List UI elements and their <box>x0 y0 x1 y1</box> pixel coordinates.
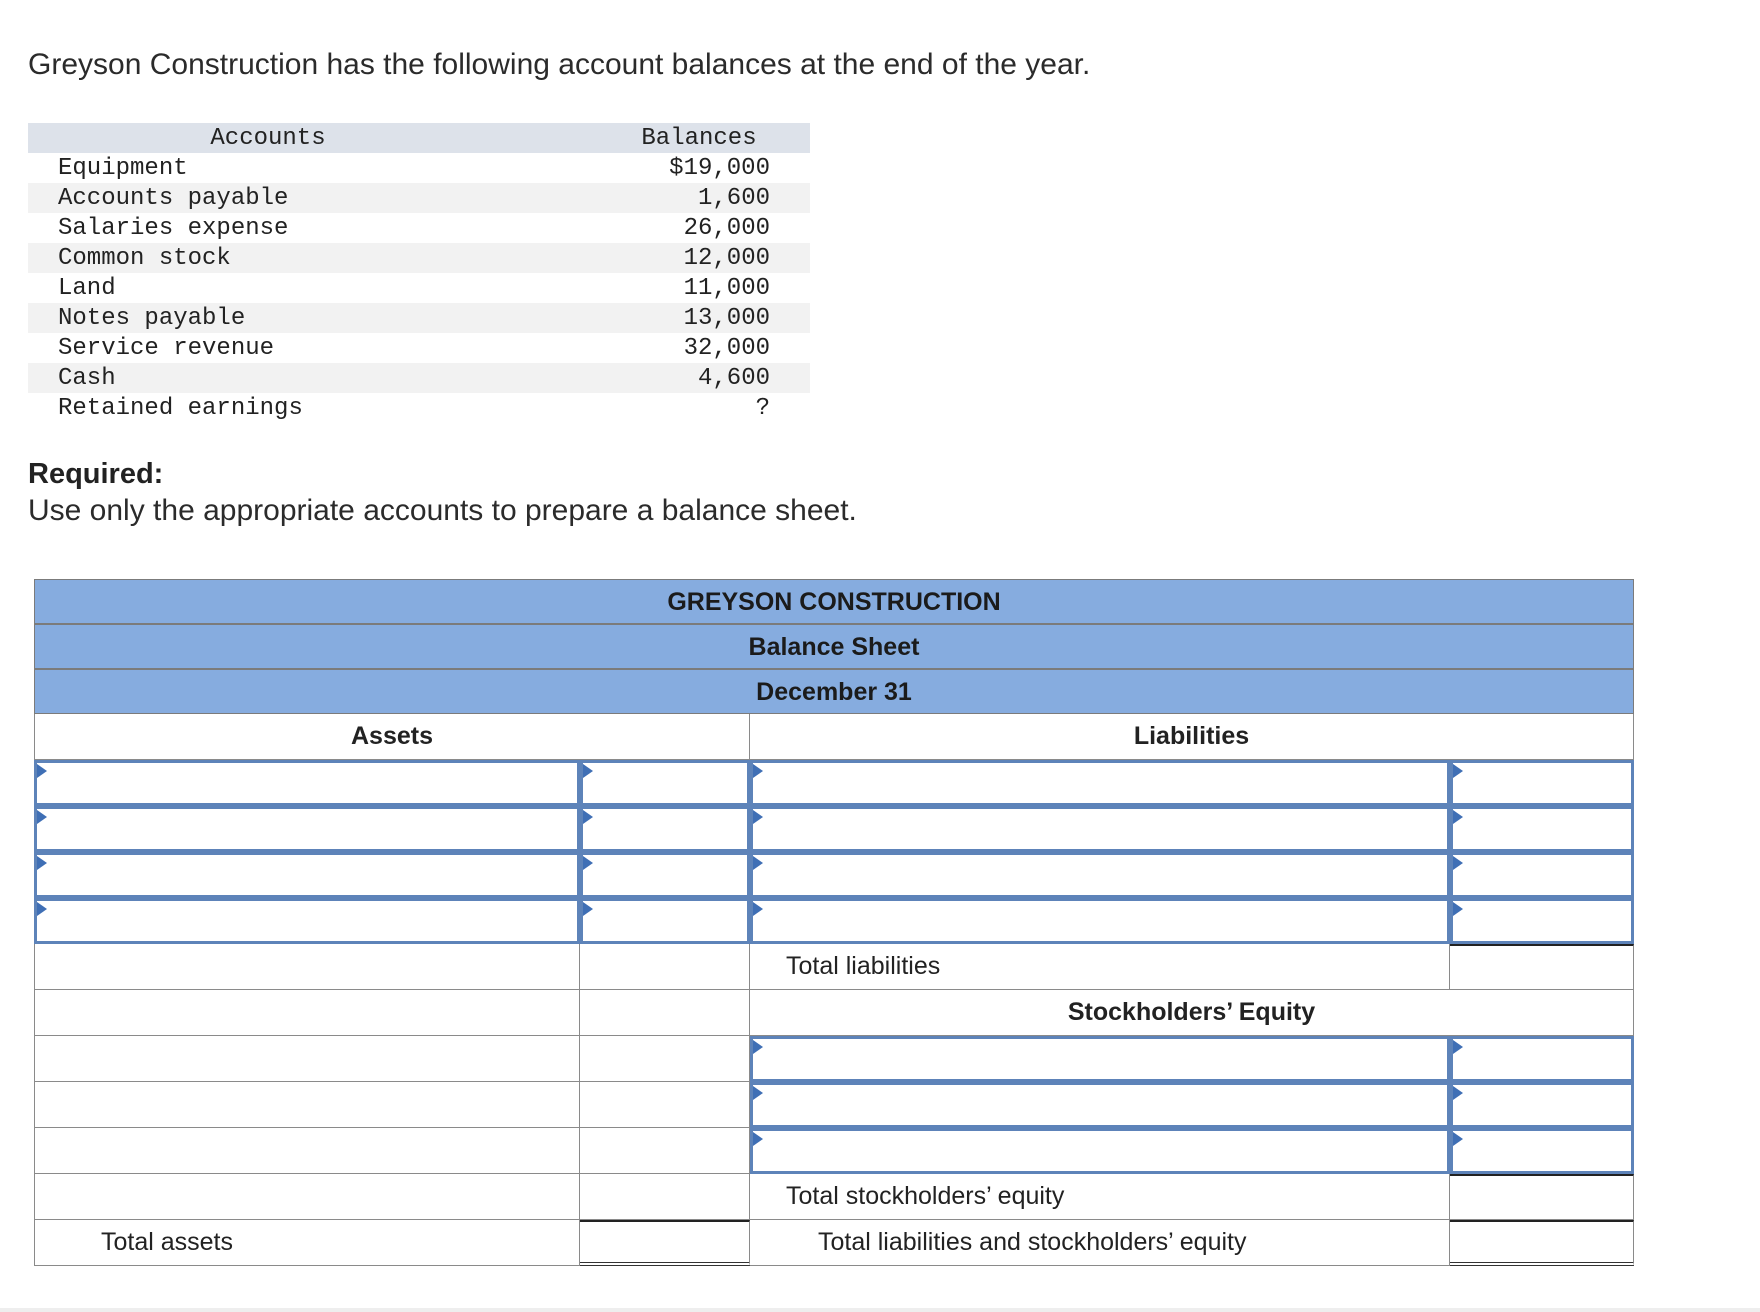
balance-sheet <box>34 579 1634 1266</box>
table-row <box>34 806 1634 852</box>
asset-blank-amount <box>580 990 750 1036</box>
asset-amount-input[interactable] <box>580 852 750 898</box>
total-equity-label: Total stockholders’ equity <box>750 1174 1450 1220</box>
asset-account-select[interactable] <box>34 806 580 852</box>
liability-amount-input[interactable] <box>1450 806 1634 852</box>
liability-amount-input[interactable] <box>1450 898 1634 944</box>
table-row <box>34 944 1634 990</box>
asset-account-select[interactable] <box>34 760 580 806</box>
table-row <box>34 1128 1634 1174</box>
asset-blank-cell <box>34 1174 580 1220</box>
asset-blank-amount <box>580 1036 750 1082</box>
accounts-table-header <box>28 123 810 153</box>
asset-blank-cell <box>34 944 580 990</box>
asset-amount-input[interactable] <box>580 806 750 852</box>
table-row <box>34 760 1634 806</box>
account-name: Cash <box>58 364 116 392</box>
total-assets-label: Total assets <box>34 1220 580 1266</box>
equity-account-select[interactable] <box>750 1036 1450 1082</box>
asset-account-select[interactable] <box>34 898 580 944</box>
asset-amount-input[interactable] <box>580 760 750 806</box>
equity-amount-input[interactable] <box>1450 1036 1634 1082</box>
account-name: Common stock <box>58 244 231 272</box>
account-balance: 12,000 <box>683 244 770 272</box>
asset-amount-input[interactable] <box>580 898 750 944</box>
total-liab-equity-amount[interactable] <box>1450 1220 1634 1266</box>
account-name: Service revenue <box>58 334 275 362</box>
asset-blank-cell <box>34 990 580 1036</box>
account-name: Equipment <box>58 154 188 182</box>
liability-amount-input[interactable] <box>1450 760 1634 806</box>
asset-blank-amount <box>580 1128 750 1174</box>
total-equity-amount[interactable] <box>1450 1174 1634 1220</box>
account-balance: 11,000 <box>683 274 770 302</box>
asset-blank-cell <box>34 1036 580 1082</box>
balances-col-header: Balances <box>641 124 757 152</box>
required-text: Use only the appropriate accounts to prepare a balance sheet. <box>28 494 857 527</box>
accounts-table <box>28 123 810 423</box>
account-balance: 13,000 <box>683 304 770 332</box>
required-title: Required: <box>28 458 164 490</box>
table-row <box>28 333 810 363</box>
liability-account-select[interactable] <box>750 852 1450 898</box>
statement-date: December 31 <box>34 669 1634 714</box>
section-header-row <box>34 714 1634 760</box>
account-balance: 4,600 <box>697 364 770 392</box>
table-row <box>28 393 810 423</box>
intro-text: Greyson Construction has the following account balances at the end of the year. <box>28 48 1091 81</box>
table-row <box>28 273 810 303</box>
table-row <box>28 213 810 243</box>
liability-account-select[interactable] <box>750 760 1450 806</box>
table-row <box>28 303 810 333</box>
equity-amount-input[interactable] <box>1450 1082 1634 1128</box>
equity-account-select[interactable] <box>750 1128 1450 1174</box>
account-balance: $19,000 <box>669 154 770 182</box>
table-row <box>34 1036 1634 1082</box>
asset-blank-amount <box>580 944 750 990</box>
table-row <box>34 990 1634 1036</box>
table-row <box>34 1082 1634 1128</box>
total-liabilities-label: Total liabilities <box>750 944 1450 990</box>
account-balance: 1,600 <box>697 184 770 212</box>
account-balance: 32,000 <box>683 334 770 362</box>
equity-amount-input[interactable] <box>1450 1128 1634 1174</box>
account-name: Land <box>58 274 116 302</box>
total-liab-equity-label: Total liabilities and stockholders’ equity <box>750 1220 1450 1266</box>
account-balance: ? <box>755 394 770 422</box>
liability-amount-input[interactable] <box>1450 852 1634 898</box>
asset-account-select[interactable] <box>34 852 580 898</box>
total-assets-amount[interactable] <box>580 1220 750 1266</box>
table-row <box>34 852 1634 898</box>
statement-title: Balance Sheet <box>34 624 1634 669</box>
assets-header: Assets <box>34 714 750 760</box>
liabilities-header: Liabilities <box>750 714 1634 760</box>
liability-account-select[interactable] <box>750 898 1450 944</box>
table-row <box>34 898 1634 944</box>
equity-account-select[interactable] <box>750 1082 1450 1128</box>
account-name: Retained earnings <box>58 394 303 422</box>
table-row <box>28 243 810 273</box>
table-row <box>28 363 810 393</box>
equity-header: Stockholders’ Equity <box>750 990 1634 1036</box>
company-name: GREYSON CONSTRUCTION <box>34 579 1634 624</box>
footer-divider <box>0 1308 1760 1312</box>
asset-blank-cell <box>34 1128 580 1174</box>
account-name: Notes payable <box>58 304 246 332</box>
account-balance: 26,000 <box>683 214 770 242</box>
asset-blank-cell <box>34 1082 580 1128</box>
accounts-col-header: Accounts <box>210 124 326 152</box>
table-row <box>28 153 810 183</box>
table-row <box>28 183 810 213</box>
account-name: Salaries expense <box>58 214 289 242</box>
liability-account-select[interactable] <box>750 806 1450 852</box>
asset-blank-amount <box>580 1174 750 1220</box>
account-name: Accounts payable <box>58 184 289 212</box>
table-row <box>34 1220 1634 1266</box>
asset-blank-amount <box>580 1082 750 1128</box>
table-row <box>34 1174 1634 1220</box>
total-liabilities-amount[interactable] <box>1450 944 1634 990</box>
